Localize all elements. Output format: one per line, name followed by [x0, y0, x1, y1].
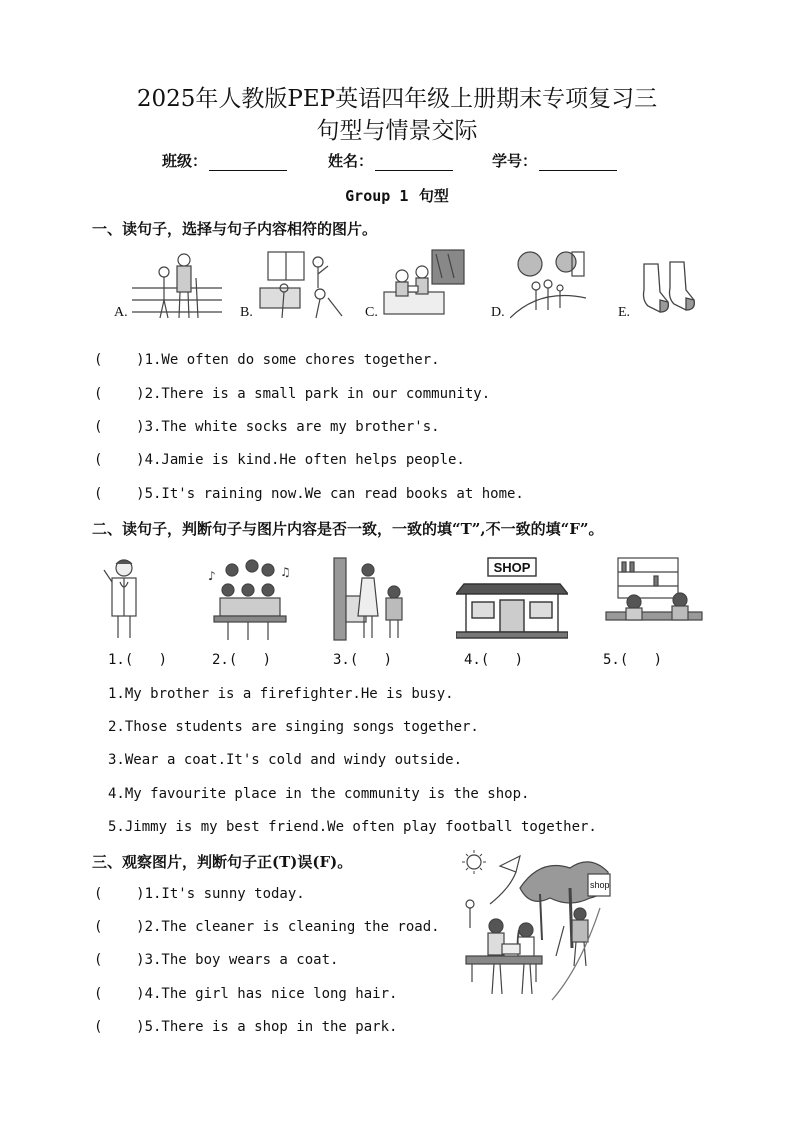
section3-park-scene: [460, 848, 612, 1002]
section2-slot-5[interactable]: 5.( ): [603, 652, 663, 668]
section2-item-5: 5.Jimmy is my best friend.We often play football together.: [108, 819, 597, 835]
svg-text:♫: ♫: [280, 565, 291, 579]
section1-item-5: ( )5.It's raining now.We can read books at home.: [94, 486, 524, 502]
class-blank[interactable]: [209, 156, 287, 171]
picture-4-shop: [456, 554, 568, 640]
section1-item-2: ( )2.There is a small park in our community.: [94, 386, 491, 402]
id-field: [492, 150, 617, 171]
kite-icon: [500, 856, 520, 872]
picture-2-singing-students: [206, 556, 294, 642]
picture-c-reading-at-home: [382, 248, 472, 322]
section2-item-1: 1.My brother is a firefighter.He is busy.: [108, 686, 454, 702]
name-field: [328, 150, 453, 171]
sun-icon: [467, 855, 481, 869]
name-blank[interactable]: [375, 156, 453, 171]
group-heading-cn: 句型: [418, 187, 449, 205]
section3-item-2: ( )2.The cleaner is cleaning the road.: [94, 919, 440, 935]
svg-text:♪: ♪: [208, 569, 216, 583]
picture-a-helping-grandpa: [132, 248, 222, 322]
page-title: 2025年人教版PEP英语四年级上册期末专项复习三: [136, 86, 658, 112]
picture-d-community-park: [510, 248, 586, 322]
section2-slot-2[interactable]: 2.( ): [212, 652, 272, 668]
class-label: 班级：: [162, 152, 208, 170]
picture-5-friends-reading: [604, 556, 704, 640]
section2-slot-4[interactable]: 4.( ): [464, 652, 524, 668]
section3-item-3: ( )3.The boy wears a coat.: [94, 952, 339, 968]
section3-heading: 三、观察图片，判断句子正(T)误(F)。: [92, 853, 353, 871]
park-shop-sign: shop: [590, 880, 610, 890]
section3-item-4: ( )4.The girl has nice long hair.: [94, 986, 398, 1002]
page-subtitle: 句型与情景交际: [316, 118, 478, 144]
section3-item-5: ( )5.There is a shop in the park.: [94, 1019, 398, 1035]
picture-label-e: E.: [618, 305, 631, 320]
section2-heading: 二、读句子，判断句子与图片内容是否一致，一致的填“T”,不一致的填“F”。: [92, 520, 604, 538]
section2-item-4: 4.My favourite place in the community is the shop.: [108, 786, 530, 802]
section2-slot-1[interactable]: 1.( ): [108, 652, 168, 668]
section1-item-3: ( )3.The white socks are my brother's.: [94, 419, 440, 435]
picture-label-b: B.: [240, 305, 253, 320]
section1-heading: 一、读句子，选择与句子内容相符的图片。: [92, 220, 378, 238]
picture-1-doctor: [100, 556, 150, 642]
group-heading: [0, 185, 794, 206]
shop-sign-text: SHOP: [493, 560, 531, 575]
picture-label-d: D.: [491, 305, 505, 320]
section2-pictures: [96, 552, 716, 644]
section1-item-1: ( )1.We often do some chores together.: [94, 352, 440, 368]
picture-e-socks: [636, 260, 702, 320]
picture-3-mother-giving-coat: [332, 556, 412, 642]
id-label: 学号：: [492, 152, 538, 170]
section1-item-4: ( )4.Jamie is kind.He often helps people.: [94, 452, 465, 468]
section2-item-3: 3.Wear a coat.It's cold and windy outside.: [108, 752, 463, 768]
section2-slot-3[interactable]: 3.( ): [333, 652, 393, 668]
section2-item-2: 2.Those students are singing songs together.: [108, 719, 479, 735]
name-label: 姓名：: [328, 152, 374, 170]
picture-label-c: C.: [365, 305, 378, 320]
group-heading-en: Group 1: [345, 187, 409, 205]
class-field: [162, 150, 287, 171]
section1-pictures: [110, 248, 710, 328]
section3-item-1: ( )1.It's sunny today.: [94, 886, 305, 902]
picture-b-family-chores: [258, 248, 348, 322]
picture-label-a: A.: [114, 305, 128, 320]
id-blank[interactable]: [539, 156, 617, 171]
